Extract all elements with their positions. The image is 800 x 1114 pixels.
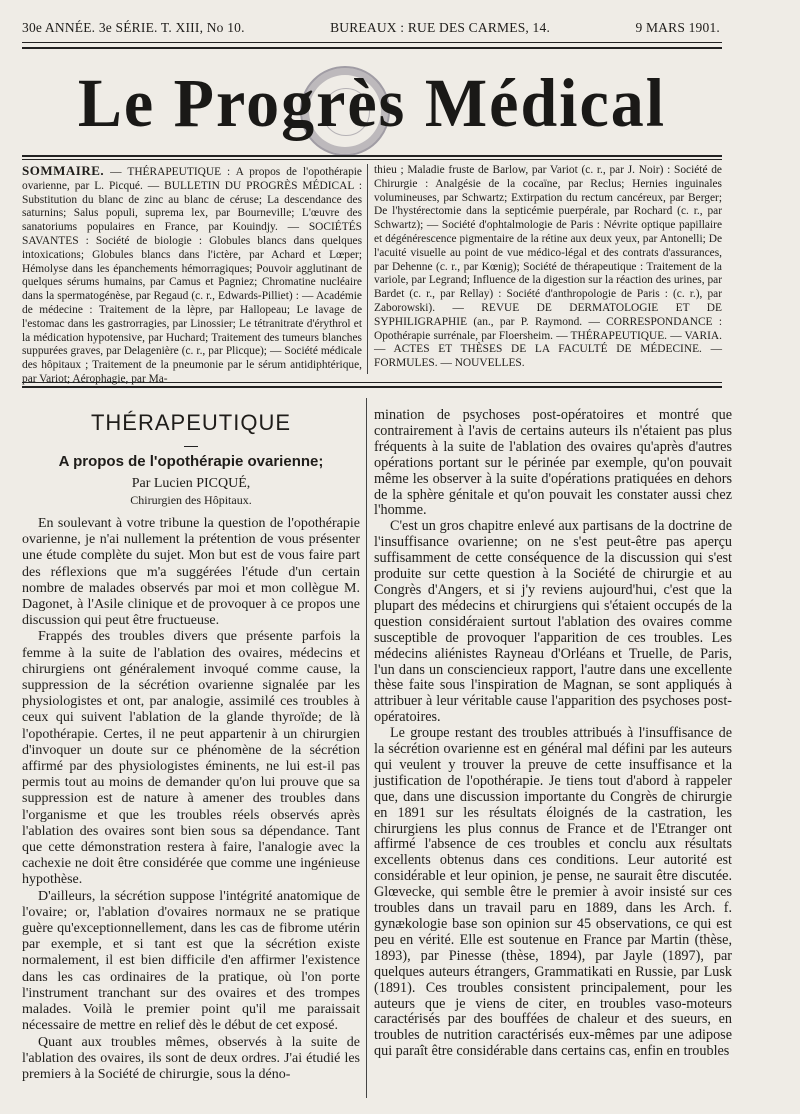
paragraph: En soulevant à votre tribune la question de l'opothérapie ovarienne, je n'ai nullement la prétention de vous présenter une étude complète du sujet. Mon but est de vous faire part des réflexions que m'a suggérées l'étude d'un certain nombre de malades observés par moi et mon collègue M. Dagonet, à l'Asile clinique et de provoquer à ce propos une discussion qui peut être fructueuse. [22,516,360,629]
paragraph: Le groupe restant des troubles attribués à l'insuffisance de la sécrétion ovarienne est en général mal défini par les auteurs qui veulent y trouver la preuve de cette insuffisance et la justification de l'opothérapie. Je tiens tout d'abord à rappeler que, dans une discussion importante du Congrès de chirurgie en 1891 sur les résultats éloignés de la castration, les chirurgiens les plus connus de France et de l'Etranger ont affirmé l'absence de ces troubles et conclu aux résultats excellents obtenus dans ces conditions. Leur autorité est considérable et leur opinion, je pense, ne saurait être discutée. Glœvecke, qui semble être le premier à avoir insisté sur ces troubles dans un travail paru en 1889, dans les Arch. f. gynækologie base son opinion sur 45 observations, ce qui est peu en vérité. Elle est soutenue en France par Martin (thèse, 1893), par Pinesse (thèse, 1894), par Jayle (1897), par quelques auteurs étrangers, Grammatikati en Russie, par Lusk (1891). Ces troubles consistent principalement, pour les auteurs que je viens de citer, en troubles vaso-moteurs caractérisés par des bouffées de chaleur et des sueurs, en troubles de nutrition caractérisés eux-mêmes par une adipose qui paraît être considérable dans certains cas, enfin en troubles [374,725,732,1060]
header-rule [22,42,722,43]
title-dash [184,446,198,447]
paragraph: Frappés des troubles divers que présente parfois la femme à la suite de l'ablation des ovaires, médecins et chirurgiens ont généralement invoqué comme cause, la suppression de la sécrétion ovarienne signalée par les physiologistes et ont, par analogie, assimilé ces troubles à ceux qui suivent l'ablation de la glande thyroïde; de là l'opothérapie. Certes, il ne peut appartenir à un chirurgien d'invoquer un doute sur ce phénomène de la sécrétion affirmé par des physiologistes éminents, ne lui est-il pas permis tout au moins de demander qu'on lui prouve que sa suppression est de nature à amener des troubles dans l'organisme et que les troubles réels observés après l'ablation des ovaires sont bien sous sa dépendance. Tant que cette démonstration restera à faire, l'analogie avec la cachexie ne doit être considérée que comme une ingénieuse hypothèse. [22,629,360,888]
article-body-right [374,408,732,1060]
paragraph: mination de psychoses post-opératoires et montré que contrairement à l'avis de certains auteurs ils n'étaient pas plus fréquents à la suite de l'ablation des ovaires qu'après d'autres opérations portant sur le périnée par exemple, qu'on pouvait même les observer à la suite d'opérations pratiquées en dehors de la sphère génitale et qu'on pouvait les constater aussi chez l'homme. [374,407,732,519]
paragraph: C'est un gros chapitre enlevé aux partisans de la doctrine de l'insuffisance ovarienne; on ne s'est peut-être pas aperçu suffisamment de cette conséquence de la discussion qui s'est produite sur cette question à la Société de chirurgie et au Congrès d'Angers, et si j'y reviens aujourd'hui, c'est que la plupart des médecins et chirurgiens qui s'étaient occupés de la question considéraient surtout l'ablation des ovaires comme susceptible de provoquer l'apparition de ces troubles. Les médecins aliénistes Rayneau d'Orléans et Truelle, de Paris, l'un dans un consciencieux rapport, l'autre dans une excellente thèse faite sous l'inspiration de Magnan, se sont appliqués à attribuer à leur véritable cause l'apparition des psychoses post-opératoires. [374,518,732,726]
summary-left-column [22,163,362,385]
section-title: THÉRAPEUTIQUE [90,410,292,435]
paragraph: Quant aux troubles mêmes, observés à la suite de l'ablation des ovaires, ils sont de deux ordres. J'ai étudié les premiers à la Société de chirurgie, sous la déno- [22,1034,360,1082]
masthead-title: Le Progrès Médical [77,65,667,142]
article-right-column [374,408,732,1060]
column-divider [366,398,367,1098]
summary-left-text: — THÉRAPEUTIQUE : A propos de l'opothérapie ovarienne, par L. Picqué. — BULLETIN DU PROGRÈS MÉDICAL : Substitution du blanc de zinc au blanc de céruse; La descendance des saturnins; Salus populi, suprema lex, par Bourneville; L'œuvre des sanatoriums populaires en France, par Kouindjy. — SOCIÉTÉS SAVANTES : Société de biologie : Globules blancs dans quelques intoxications; Globules blancs dans l'ictère, par Achard et Lœper; Hémolyse dans les épanchements hémorragiques; Pouvoir agglutinant de quelques sérums humains, par Camus et Pagniez; Chromatine nucléaire dans la spermatogénèse, par Regaud (c. r., Edwards-Pilliet) : — Académie de médecine : Traitement de la lèpre, par Hallopeau; Le lavage de l'estomac dans les gastrorragies, par Linossier; Le tétranitrate d'érythrol et la médication hypotensive, par Huchard; Traitement des tumeurs blanches suppurées graves, par Delagenière (c. r., par Plicque); — Société médicale des hôpitaux ; Traitement de la pneumonie par le sérum antidiphtérique, par Variot; Aérophagie, par Ma- [22,166,362,385]
article-title: A propos de l'opothérapie ovarienne; [58,453,324,470]
header-rule-thick [22,47,722,49]
article-body-left [22,516,360,1083]
issue-info: 30e ANNÉE. 3e SÉRIE. T. XIII, No 10. [22,20,245,35]
paragraph: D'ailleurs, la sécrétion suppose l'intégrité anatomique de l'ovaire; or, l'ablation d'ovaires normaux ne se pratique guère qu'exceptionnellement, dans les cas de fibrome utérin par exemple, et si tant est que la sécrétion existe normalement, il est bien difficile d'en affirmer l'existence dans les cas ordinaires de la pratique, où l'on porte l'instrument tranchant sur des ovaires et des trompes malades. Voilà le premier point qu'il me paraissait nécessaire de mettre en relief dès le début de cet exposé. [22,888,360,1034]
summary-right-text: thieu ; Maladie fruste de Barlow, par Variot (c. r., par J. Noir) : Société de Chirurgie : Analgésie de la cocaïne, par Reclus; Hernies inguinales volumineuses, par Schwartz; Extirpation du rectum cancéreux, par Berger; De l'hystérectomie dans la septicémie puerpérale, par Rochard (c. r., par Schwartz); — Société d'ophtalmologie de Paris : Névrite optique papillaire et dégénérescence pigmentaire de la rétine aux deux yeux, par Antonelli; De l'acuité visuelle au point de vue médico-légal et des contrats d'assurances, par Dehenne (c. r., par Kœnig); Société de thérapeutique : Traitement de la variole, par Legrand; Influence de la digestion sur la réaction des urines, par Bardet (c. r., par Rellay) : Société d'anthropologie de Paris : (c. r.), par Zaborowski). — REVUE DE DERMATOLOGIE ET DE SYPHILIGRAPHIE (an., par P. Raymond. — CORRESPONDANCE : Opothérapie surrénale, par Floersheim. — THÉRAPEUTIQUE. — VARIA. — ACTES ET THÈSES DE LA FACULTÉ DE MÉDECINE. — FORMULES. — NOUVELLES. [374,164,722,370]
summary-rule [22,382,722,383]
article-affiliation: Chirurgien des Hôpitaux. [130,493,252,507]
issue-header [22,20,720,38]
office-address: BUREAUX : RUE DES CARMES, 14. [330,20,551,35]
table-of-contents [22,163,722,385]
article-left-column [22,400,360,1083]
issue-date: 9 MARS 1901. [635,20,720,35]
summary-label: SOMMAIRE. [22,163,105,178]
summary-rule-thick [22,386,722,388]
summary-divider [367,164,368,374]
masthead-rule [22,155,722,157]
summary-right-column [374,164,722,374]
masthead-rule-thin [22,159,722,160]
article-author: Par Lucien PICQUÉ, [131,476,251,491]
